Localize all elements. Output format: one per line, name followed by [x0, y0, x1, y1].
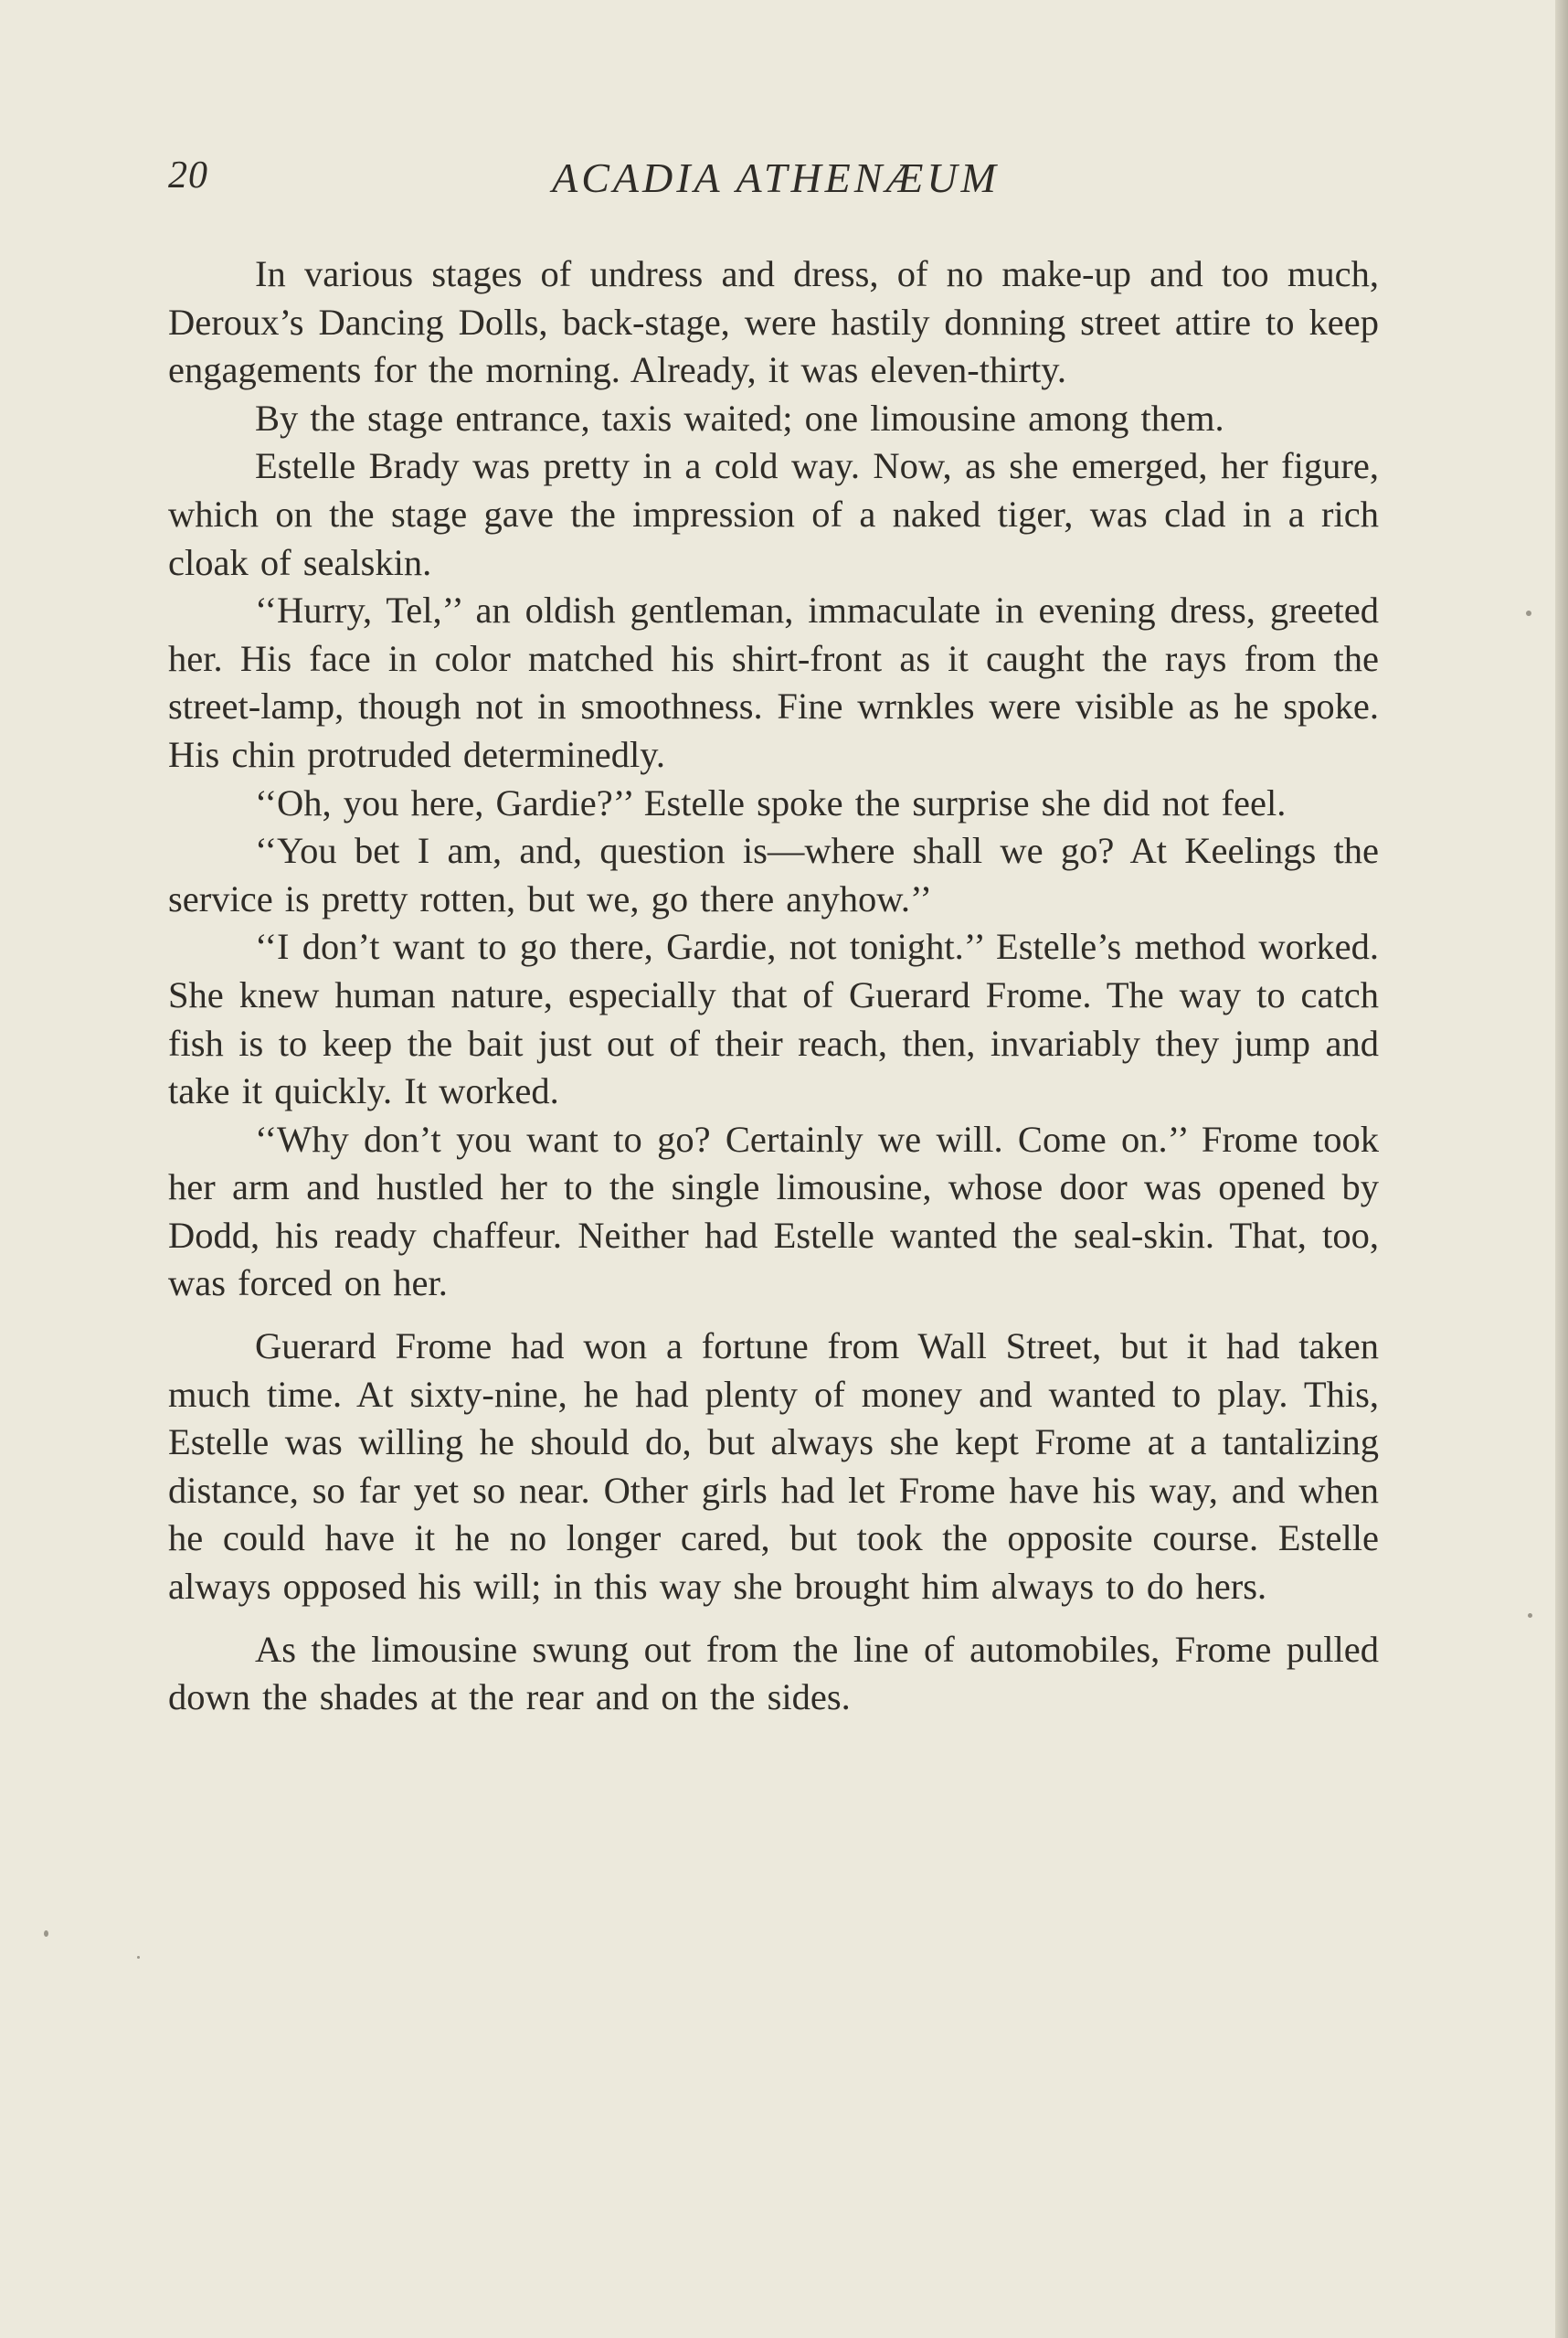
- paragraph: ‘‘I don’t want to go there, Gardie, not tonight.’’ Estelle’s method worked. She knew human nature, especially that of Guerard Frome. The way to catch fish is to keep the bait just out of their reach, then, invariably they jump and take it quickly. It worked.: [168, 926, 1379, 1112]
- paragraph: Estelle Brady was pretty in a cold way. Now, as she emerged, her figure, which on the stage gave the impression of a naked tiger, was clad in a rich cloak of sealskin.: [168, 445, 1379, 583]
- paragraph: ‘‘Hurry, Tel,’’ an oldish gentleman, immaculate in evening dress, greeted her. His face in color matched his shirt-front as it caught the rays from the street-lamp, though not in smoothness. Fine wrnkles were visible as he spoke. His chin protruded determinedly.: [168, 590, 1379, 775]
- paper-speck: [1528, 1613, 1532, 1618]
- paragraph: By the stage entrance, taxis waited; one limousine among them.: [255, 397, 1224, 439]
- body-text: [168, 250, 1379, 1722]
- paragraph: ‘‘You bet I am, and, question is—where shall we go? At Keelings the service is pretty rotten, but we, go there anyhow.’’: [168, 830, 1379, 919]
- page-number: 20: [168, 154, 208, 197]
- paper-speck: [137, 1956, 140, 1959]
- running-title: ACADIA ATHENÆUM: [552, 154, 1000, 201]
- paragraph: ‘‘Why don’t you want to go? Certainly we will. Come on.’’ Frome took her arm and hustled her to the single limousine, whose door was opened by Dodd, his ready chaffeur. Neither had Estelle wanted the seal-skin. That, too, was forced on her.: [168, 1118, 1379, 1304]
- paragraph: In various stages of undress and dress, of no make-up and too much, Deroux’s Dancing Dolls, back-stage, were hastily donning street attire to keep engagements for the morning. Already, it was eleven-thirty.: [168, 253, 1379, 391]
- paragraph: Guerard Frome had won a fortune from Wall Street, but it had taken much time. At sixty-nine, he had plenty of money and wanted to play. This, Estelle was willing he should do, but always she kept Frome at a tantalizing distance, so far yet so near. Other girls had let Frome have his way, and when he could have it he no longer cared, but took the opposite course. Estelle always opposed his will; in this way she brought him always to do hers.: [168, 1325, 1379, 1608]
- page-edge-shadow: [1555, 0, 1568, 2338]
- paper-speck: [1526, 611, 1531, 616]
- paragraph: As the limousine swung out from the line of automobiles, Frome pulled down the shades at the rear and on the sides.: [168, 1628, 1379, 1718]
- page-header: [168, 154, 1383, 208]
- paragraph: ‘‘Oh, you here, Gardie?’’ Estelle spoke the surprise she did not feel.: [255, 781, 1287, 824]
- paper-speck: [44, 1930, 48, 1937]
